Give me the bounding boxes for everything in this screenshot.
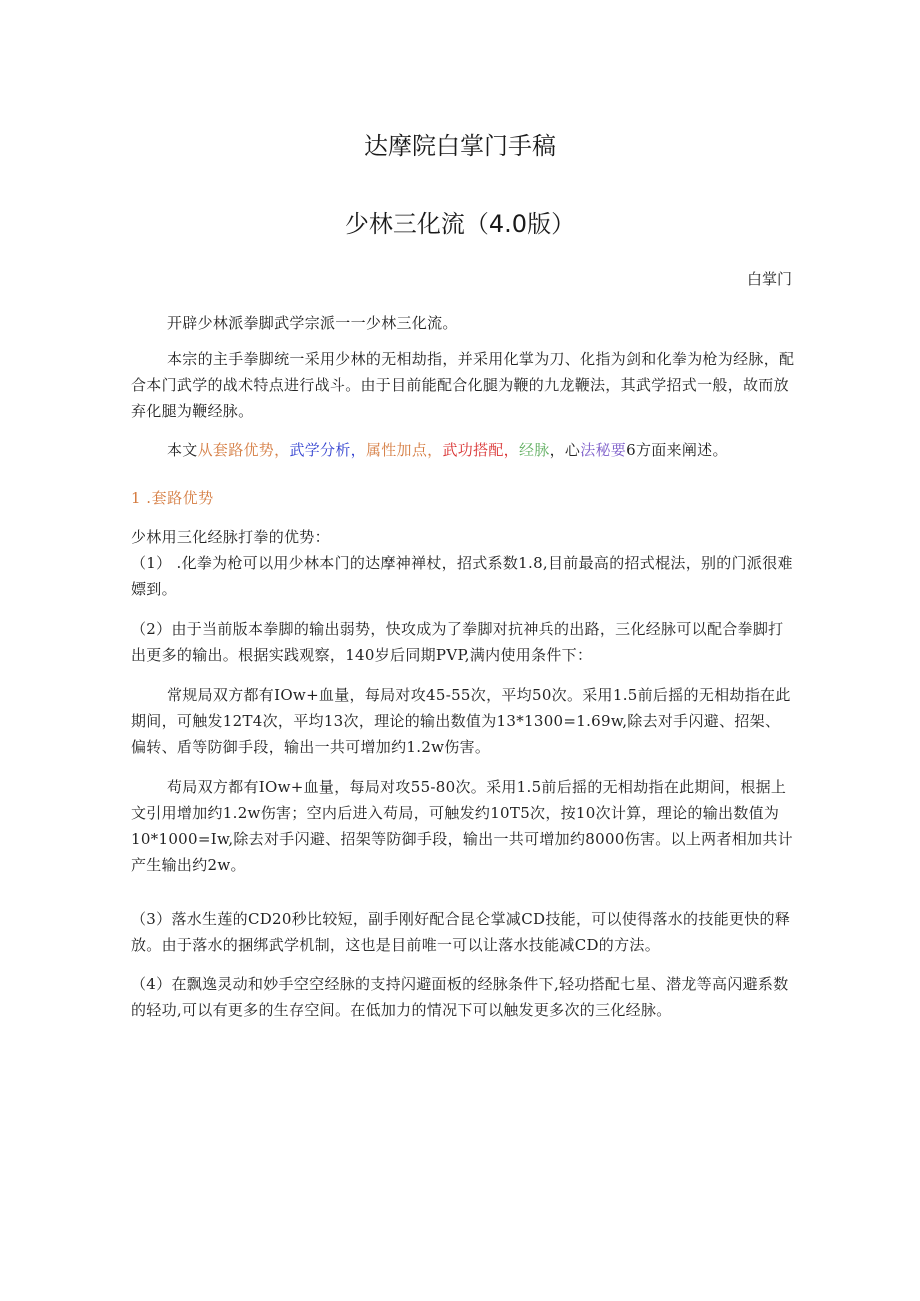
topic-separator: ， bbox=[503, 441, 519, 459]
topic-separator: ， bbox=[274, 441, 290, 459]
topic-mental-secrets: 法秘要 bbox=[580, 441, 627, 459]
advantage-item-3: （3）落水生莲的CD20秒比较短，副手刚好配合昆仑掌减CD技能，可以使得落水的技能更快的释放。由于落水的捆绑武学机制，这也是目前唯一可以让落水技能减CD的方法。 bbox=[131, 910, 791, 954]
topic-meridians: 经脉 bbox=[518, 441, 550, 459]
advantage-item-2-defensive-match: 苟局双方都有IOw+血量，每局对攻55-80次。采用1.5前后摇的无相劫指在此期间，根据上文引用增加约1.2w伤害；空内后进入苟局，可触发约10T5次，按10次计算，理论的输出数值为10*1000=Iw,除去对手闪避、招架等防御手段，输出一共可增加约8000伤害。以上两者相加共计产生输出约2w。 bbox=[131, 778, 793, 874]
topic-separator: ， bbox=[427, 441, 443, 459]
topic-skill-combination: 武功搭配 bbox=[442, 441, 504, 459]
document-subtitle: 少林三化流（4.0版） bbox=[344, 210, 576, 238]
intro-paragraph-1: 开辟少林派拳脚武学宗派一一少林三化流。 bbox=[167, 314, 458, 332]
intro-paragraph-3 bbox=[131, 437, 795, 463]
author-name: 白掌门 bbox=[746, 270, 792, 288]
section-lead: 少林用三化经脉打拳的优势： bbox=[131, 528, 330, 546]
topic-separator: ， bbox=[350, 441, 366, 459]
advantage-item-1: （1） .化拳为枪可以用少林本门的达摩神禅杖，招式系数1.8,目前最高的招式棍法，别的门派很难嫖到。 bbox=[131, 554, 793, 598]
advantage-item-2-normal-match: 常规局双方都有IOw+血量，每局对攻45-55次，平均50次。采用1.5前后摇的无相劫指在此期间，可触发12T4次，平均13次，理论的输出数值为13*1300=1.69w,除去对手闪避、招架、偏转、盾等防御手段，输出一共可增加约1.2w伤害。 bbox=[131, 686, 791, 756]
topic-attribute-points: 属性加点 bbox=[365, 441, 428, 459]
topic-martial-analysis: 武学分析 bbox=[289, 441, 351, 459]
advantage-item-2: （2）由于当前版本拳脚的输出弱势，快攻成为了拳脚对抗神兵的出路，三化经脉可以配合拳脚打出更多的输出。根据实践观察，140岁后同期PVP,满内使用条件下： bbox=[131, 620, 784, 664]
section-heading: 1 .套路优势 bbox=[131, 489, 214, 507]
document-title: 达摩院白掌门手稿 bbox=[364, 132, 556, 160]
topic-separator: ，心 bbox=[549, 441, 581, 459]
intro-tail-text: 6方面来阐述。 bbox=[626, 441, 728, 459]
intro-paragraph-2: 本宗的主手拳脚统一采用少林的无相劫指，并采用化掌为刀、化指为剑和化拳为枪为经脉，配合本门武学的战术特点进行战斗。由于目前能配合化腿为鞭的九龙鞭法，其武学招式一般，故而放弃化腿为鞭经脉。 bbox=[131, 350, 795, 420]
topic-routine-advantage: 从套路优势 bbox=[197, 441, 275, 459]
intro-lead-text: 本文 bbox=[167, 441, 198, 459]
advantage-item-4: （4）在飘逸灵动和妙手空空经脉的支持闪避面板的经脉条件下,轻功搭配七星、潜龙等高闪避系数的轻功,可以有更多的生存空间。在低加力的情况下可以触发更多次的三化经脉。 bbox=[131, 975, 789, 1019]
